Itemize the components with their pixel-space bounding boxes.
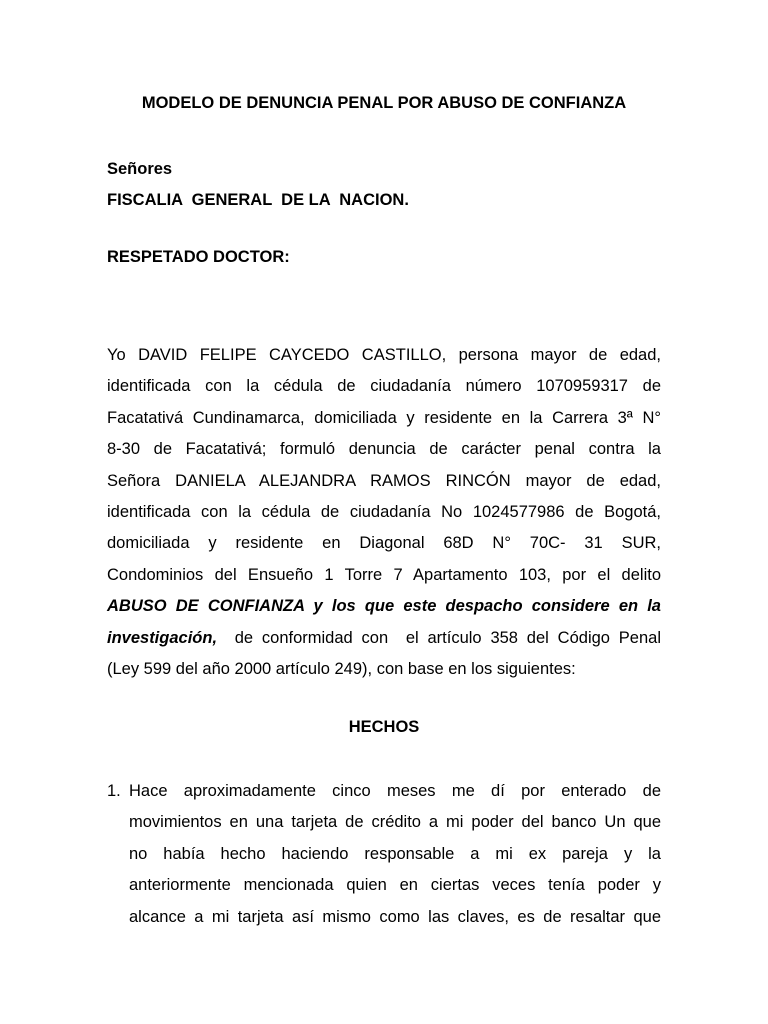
- addressee-block: [107, 154, 409, 216]
- legal-reference-text: de conformidad con el artículo 358 del Código Penal: [217, 628, 661, 647]
- paragraph-line: 8-30 de Facatativá; formuló denuncia de carácter penal contra la: [107, 440, 661, 459]
- addressee-line-1: Señores: [107, 160, 173, 178]
- facts-list: [107, 776, 661, 933]
- paragraph-line: Facatativá Cundinamarca, domiciliada y residente en la Carrera 3ª N°: [107, 408, 661, 427]
- list-item-text: [129, 776, 661, 933]
- paragraph-line-mixed: [107, 623, 661, 654]
- facts-heading: HECHOS: [348, 718, 420, 736]
- complaint-paragraph: [107, 340, 661, 685]
- offense-emphasis-line: ABUSO DE CONFIANZA y los que este despacho considere en la: [107, 597, 661, 616]
- paragraph-line: Condominios del Ensueño 1 Torre 7 Apartamento 103, por el delito: [107, 565, 661, 584]
- offense-emphasis-word: investigación,: [107, 628, 218, 647]
- list-item-number: 1.: [107, 782, 121, 800]
- document-title: MODELO DE DENUNCIA PENAL POR ABUSO DE CONFIANZA: [141, 94, 627, 112]
- list-item-line: movimientos en una tarjeta de crédito a mi poder del banco Un que: [129, 813, 661, 832]
- paragraph-line: Yo DAVID FELIPE CAYCEDO CASTILLO, persona mayor de edad,: [107, 346, 661, 364]
- list-item-line: no había hecho haciendo responsable a mi ex pareja y la: [129, 844, 661, 863]
- list-item: [107, 776, 661, 933]
- list-item-line: Hace aproximadamente cinco meses me dí por enterado de: [129, 782, 661, 800]
- addressee-line-2: FISCALIA GENERAL DE LA NACION.: [107, 191, 409, 209]
- list-item-line: alcance a mi tarjeta así mismo como las claves, es de resaltar que: [129, 907, 661, 926]
- paragraph-line: domiciliada y residente en Diagonal 68D N° 70C- 31 SUR,: [107, 534, 661, 553]
- paragraph-line: Señora DANIELA ALEJANDRA RAMOS RINCÓN mayor de edad,: [107, 471, 661, 490]
- paragraph-line: identificada con la cédula de ciudadanía número 1070959317 de: [107, 377, 661, 396]
- paragraph-last-line: (Ley 599 del año 2000 artículo 249), con base en los siguientes:: [107, 659, 576, 678]
- salutation: RESPETADO DOCTOR:: [107, 248, 290, 266]
- paragraph-line: identificada con la cédula de ciudadanía No 1024577986 de Bogotá,: [107, 502, 661, 521]
- list-item-line: anteriormente mencionada quien en ciertas veces tenía poder y: [129, 876, 661, 895]
